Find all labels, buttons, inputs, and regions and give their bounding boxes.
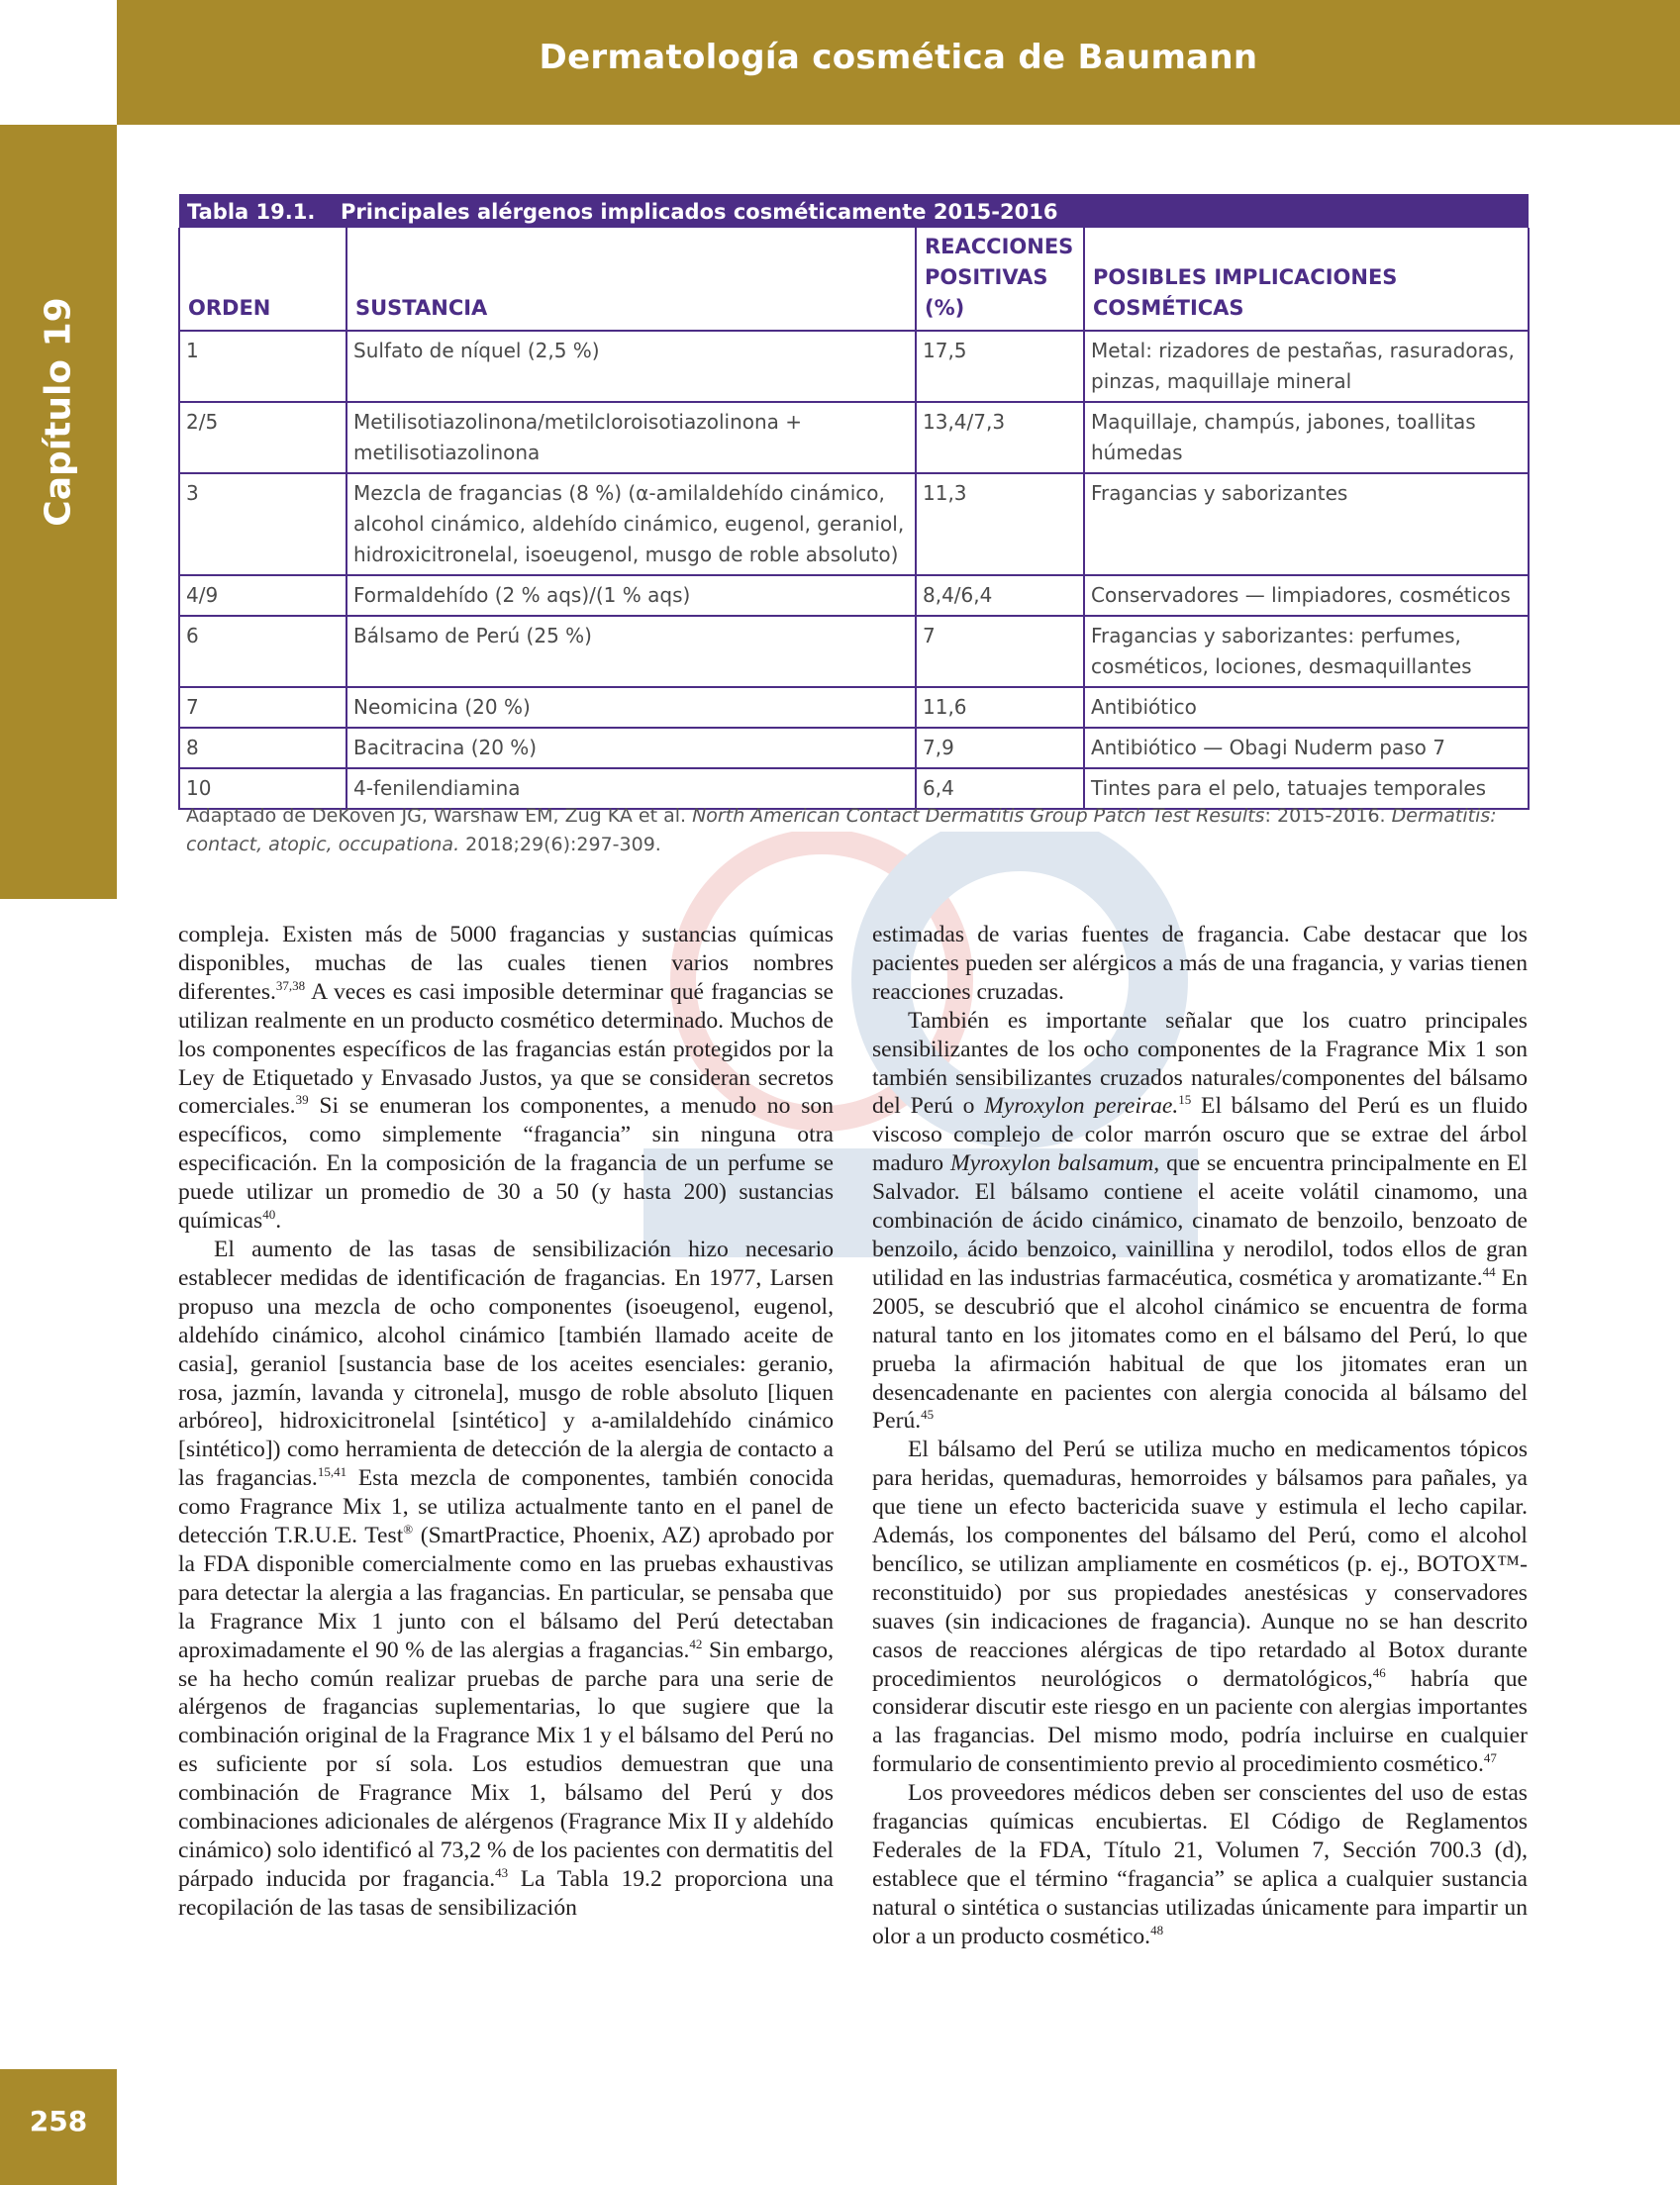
paragraph-text: estimadas de varias fuentes de fragancia. Cabe destacar que los pacientes pueden ser alérgicos a más de una fragancia, y varias tienen reacciones cruzadas.	[872, 922, 1528, 1005]
table-header-row	[179, 228, 1529, 331]
cell-implicaciones: Conservadores — limpiadores, cosméticos	[1084, 575, 1529, 616]
cell-implicaciones: Fragancias y saborizantes	[1084, 473, 1529, 575]
table-caption-row	[179, 194, 1529, 228]
paragraph-text: .	[275, 1208, 282, 1235]
table-label: Tabla 19.1.	[187, 200, 316, 224]
citation-superscript: 39	[295, 1092, 309, 1108]
source-title: North American Contact Dermatitis Group Patch Test Results	[692, 805, 1265, 827]
cell-sustancia: Sulfato de níquel (2,5 %)	[346, 331, 916, 402]
body-paragraph	[872, 921, 1528, 1007]
paragraph-text: Si se enumeran los componentes, a menudo no son específicos, como simplemente “fragancia” sin ninguna otra especificación. En la composición de la fragancia de un perfume se puede utilizar un promedio de 30 a 50 (y hasta 200) sustancias químicas	[178, 1093, 834, 1235]
body-paragraph	[178, 1236, 834, 1923]
table-row	[179, 402, 1529, 473]
page-number-box	[0, 2069, 117, 2185]
column-header-reacciones: REACCIONES POSITIVAS (%)	[916, 228, 1084, 331]
cell-implicaciones: Antibiótico — Obagi Nuderm paso 7	[1084, 728, 1529, 768]
paragraph-text: A veces es casi imposible determinar qué fragancias se utilizan realmente en un producto cosmético determinado. Muchos de los componentes específicos de las fragancias están protegidos por la Ley de Etiquetado y Envasado Justos, ya que se consideran secretos comerciales.	[178, 978, 834, 1120]
column-header-orden: ORDEN	[179, 228, 346, 331]
cell-implicaciones: Fragancias y saborizantes: perfumes, cosméticos, lociones, desmaquillantes	[1084, 616, 1529, 687]
citation-superscript: 45	[921, 1407, 935, 1423]
paragraph-text: Esta mezcla de componentes, también conocida como Fragrance Mix 1, se utiliza actualmente tanto en el panel de detección T.R.U.E. Test	[178, 1465, 834, 1549]
paragraph-text: compleja. Existen más de 5000 fragancias y sustancias químicas disponibles, muchas de las cuales tienen varios nombres diferentes.	[178, 922, 834, 1005]
cell-reacciones: 11,6	[916, 687, 1084, 728]
source-journal: Dermatitis: contact, atopic, occupationa.	[186, 805, 1497, 855]
citation-superscript: 47	[1483, 1750, 1497, 1766]
cell-sustancia: Neomicina (20 %)	[346, 687, 916, 728]
table-title: Principales alérgenos implicados cosméticamente 2015-2016	[341, 200, 1058, 224]
table-row	[179, 687, 1529, 728]
paragraph-text: También es importante señalar que los cuatro principales sensibilizantes de los ocho componentes de la Fragrance Mix 1 son también sensibilizantes cruzados naturales/componentes del bálsamo del Perú o	[872, 1007, 1528, 1120]
cell-sustancia: Metilisotiazolinona/metilcloroisotiazolinona + metilisotiazolinona	[346, 402, 916, 473]
citation-superscript: 48	[1150, 1922, 1164, 1937]
body-paragraph	[872, 1007, 1528, 1437]
cell-orden: 2/5	[179, 402, 346, 473]
paragraph-text: Los proveedores médicos deben ser conscientes del uso de estas fragancias químicas encubiertas. El Código de Reglamentos Federales de la FDA, Título 21, Volumen 7, Sección 700.3 (d), establece que el término “fragancia” se aplica a cualquier sustancia natural o sintética o sustancias utilizadas únicamente para impartir un olor a un producto cosmético.	[872, 1780, 1528, 1949]
running-header-title: Dermatología cosmética de Baumann	[539, 38, 1258, 77]
cell-sustancia: Bálsamo de Perú (25 %)	[346, 616, 916, 687]
italic-species-name: Myroxylon balsamum	[950, 1150, 1154, 1177]
citation-superscript: 15	[1178, 1092, 1192, 1108]
source-suffix: 2018;29(6):297-309.	[459, 834, 661, 855]
cell-orden: 8	[179, 728, 346, 768]
header-band	[117, 0, 1680, 125]
citation-superscript: 37,38	[275, 977, 306, 993]
allergen-table	[178, 194, 1528, 810]
citation-superscript: 43	[495, 1864, 509, 1880]
body-column-left	[178, 921, 834, 1923]
cell-orden: 6	[179, 616, 346, 687]
cell-implicaciones: Tintes para el pelo, tatuajes temporales	[1084, 768, 1529, 809]
body-paragraph	[178, 921, 834, 1236]
cell-orden: 10	[179, 768, 346, 809]
cell-implicaciones: Maquillaje, champús, jabones, toallitas húmedas	[1084, 402, 1529, 473]
paragraph-text: habría que considerar discutir este riesgo en un paciente con alergias importantes a las fragancias. Del mismo modo, podría incluirse en cualquier formulario de consentimiento previo al procedimiento cosmético.	[872, 1665, 1528, 1778]
column-header-sustancia: SUSTANCIA	[346, 228, 916, 331]
page-number: 258	[29, 2105, 88, 2137]
source-prefix: Adaptado de DeKoven JG, Warshaw EM, Zug KA et al.	[186, 805, 693, 827]
cell-sustancia: Mezcla de fragancias (8 %) (α-amilaldehído cinámico, alcohol cinámico, aldehído cinámico, eugenol, geraniol, hidroxicitronelal, isoeugenol, musgo de roble absoluto)	[346, 473, 916, 575]
paragraph-text: (SmartPractice, Phoenix, AZ) aprobado por la FDA disponible comercialmente como en las pruebas exhaustivas para detectar la alergia a las fragancias. En particular, se pensaba que la Fragrance Mix 1 junto con el bálsamo del Perú detectaban aproximadamente el 90 % de las alergias a fragancias.	[178, 1523, 834, 1663]
body-column-right	[872, 921, 1528, 1951]
citation-superscript: 15,41	[317, 1464, 347, 1480]
citation-superscript: 40	[262, 1207, 276, 1223]
chapter-side-tab	[0, 125, 117, 899]
citation-superscript: 46	[1372, 1664, 1386, 1680]
paragraph-text: El bálsamo del Perú se utiliza mucho en medicamentos tópicos para heridas, quemaduras, hemorroides y bálsamos para pañales, ya que tiene un efecto bactericida suave y estimula el lecho capilar. Además, los componentes del bálsamo del Perú, como el alcohol bencílico, se utilizan ampliamente en cosméticos (p. ej., BOTOX™-reconstituido) por sus propiedades anestésicas y conservadores suaves (sin indicaciones de fragancia). Aunque no se han descrito casos de reacciones alérgicas de tipo retardado al Botox durante procedimientos neurológicos o dermatológicos,	[872, 1437, 1528, 1692]
table-row	[179, 616, 1529, 687]
cell-reacciones: 8,4/6,4	[916, 575, 1084, 616]
cell-orden: 1	[179, 331, 346, 402]
paragraph-text: El bálsamo del Perú es un fluido viscoso complejo de color marrón oscuro que se extrae del árbol maduro	[872, 1093, 1529, 1177]
cell-sustancia: Formaldehído (2 % aqs)/(1 % aqs)	[346, 575, 916, 616]
body-paragraph	[872, 1779, 1528, 1950]
paragraph-text: El aumento de las tasas de sensibilización hizo necesario establecer medidas de identificación de fragancias. En 1977, Larsen propuso una mezcla de ocho componentes (isoeugenol, eugenol, aldehído cinámico, alcohol cinámico [también llamado aceite de casia], geraniol [sustancia base de los aceites esenciales: geranio, rosa, jazmín, lavanda y citronela], musgo de roble absoluto [liquen arbóreo], hidroxicitronelal [sintético] y a-amilaldehído cinámico [sintético]) como herramienta de detección de la alergia de contacto a las fragancias.	[178, 1236, 834, 1492]
cell-implicaciones: Antibiótico	[1084, 687, 1529, 728]
column-header-implicaciones: POSIBLES IMPLICACIONES COSMÉTICAS	[1084, 228, 1529, 331]
table-row	[179, 575, 1529, 616]
cell-implicaciones: Metal: rizadores de pestañas, rasuradoras, pinzas, maquillaje mineral	[1084, 331, 1529, 402]
body-paragraph	[872, 1436, 1528, 1779]
citation-superscript: 44	[1482, 1263, 1496, 1279]
citation-superscript: 42	[689, 1636, 703, 1651]
cell-reacciones: 7,9	[916, 728, 1084, 768]
table-row	[179, 331, 1529, 402]
italic-species-name: Myroxylon pereirae.	[984, 1093, 1179, 1120]
cell-reacciones: 6,4	[916, 768, 1084, 809]
table-source-note	[186, 802, 1523, 859]
source-mid: : 2015-2016.	[1264, 805, 1392, 827]
chapter-label: Capítulo 19	[38, 297, 79, 527]
table-row	[179, 728, 1529, 768]
cell-sustancia: Bacitracina (20 %)	[346, 728, 916, 768]
paragraph-text: La Tabla 19.2 proporciona una recopilación de las tasas de sensibilización	[178, 1865, 835, 1921]
paragraph-text: , que se encuentra principalmente en El Salvador. El bálsamo contiene el aceite volátil cinamomo, una combinación de ácido cinámico, cinamato de benzoilo, benzoato de benzoilo, ácido benzoico, vainillina y nerodilol, todos ellos de gran utilidad en las industrias farmacéutica, cosmética y aromatizante.	[872, 1150, 1528, 1291]
cell-reacciones: 17,5	[916, 331, 1084, 402]
cell-reacciones: 7	[916, 616, 1084, 687]
cell-orden: 4/9	[179, 575, 346, 616]
cell-orden: 3	[179, 473, 346, 575]
cell-orden: 7	[179, 687, 346, 728]
cell-reacciones: 11,3	[916, 473, 1084, 575]
citation-superscript: ®	[403, 1522, 414, 1538]
cell-sustancia: 4-fenilendiamina	[346, 768, 916, 809]
paragraph-text: En 2005, se descubrió que el alcohol cinámico se encuentra de forma natural tanto en los jitomates como en el bálsamo del Perú, lo que prueba la afirmación habitual de que los jitomates eran un desencadenante en pacientes con alergia conocida al bálsamo del Perú.	[872, 1264, 1528, 1435]
cell-reacciones: 13,4/7,3	[916, 402, 1084, 473]
paragraph-text: Sin embargo, se ha hecho común realizar pruebas de parche para una serie de alérgenos de fragancias suplementarias, lo que sugiere que la combinación original de la Fragrance Mix 1 y el bálsamo del Perú no es suficiente por sí sola. Los estudios demuestran que una combinación de Fragrance Mix 1, bálsamo del Perú y dos combinaciones adicionales de alérgenos (Fragrance Mix II y aldehído cinámico) solo identificó al 73,2 % de los pacientes con dermatitis del párpado inducida por fragancia.	[178, 1637, 834, 1892]
table-row	[179, 473, 1529, 575]
